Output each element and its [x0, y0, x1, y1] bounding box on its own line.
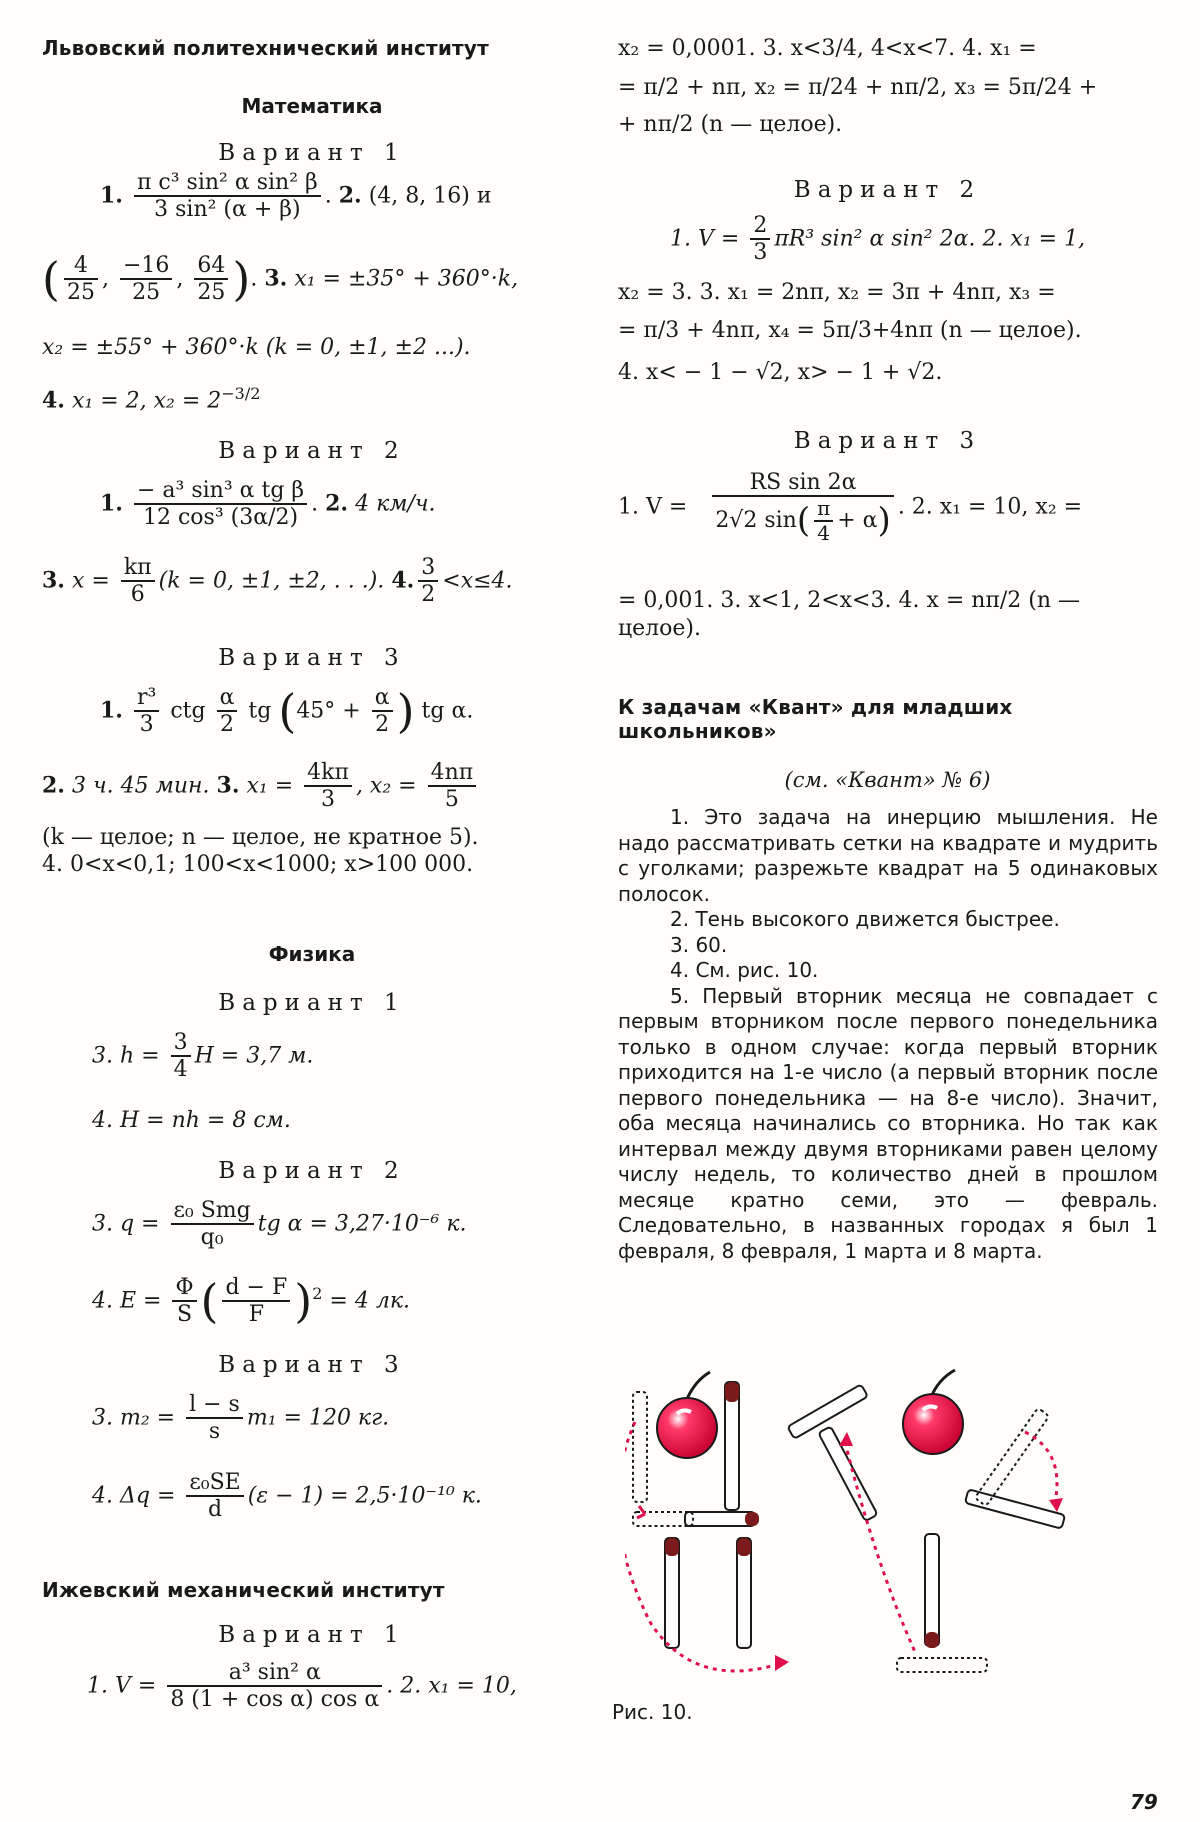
answer-line: = π/3 + 4nπ, x₄ = 5π/3+4nπ (n — целое). [618, 318, 1082, 343]
fraction-numerator: kπ [121, 555, 155, 582]
answer-line [92, 1392, 389, 1445]
answer-line: 1. $\frac{\text{π c³ sin² α sin² β}}{\text{3 sin² (α + β)}}$ . 2. (4, 8, 16) и [100, 170, 492, 223]
answer-line: целое). [618, 616, 701, 641]
page-number: 79 [1130, 1790, 1158, 1814]
answer-text: <x≤4. [442, 568, 513, 594]
variant-label: Вариант 3 [793, 428, 982, 454]
fraction-numerator: 64 [194, 253, 228, 280]
fraction-denominator: 2√2 sin( $\frac{\pi}{4}$ + α) [715, 496, 891, 546]
reference: (см. «Квант» № 6) [784, 768, 991, 792]
answer-paragraph: 4. См. рис. 10. [670, 958, 819, 982]
fraction-denominator: q₀ [200, 1225, 224, 1251]
fraction-numerator: α [217, 685, 238, 712]
fraction-denominator: S [176, 1302, 193, 1328]
fraction-denominator: 8 (1 + cos α) cos α [170, 1687, 380, 1713]
answer-line: 4. x< − 1 − √2, x> − 1 + √2. [618, 360, 943, 385]
fraction-numerator: 3 [418, 555, 438, 582]
answer-text: 4. H = nh = 8 см. [92, 1108, 291, 1133]
variant-label: Вариант 1 [218, 1622, 406, 1648]
answer-text: H = 3,7 м. [194, 1043, 314, 1069]
answer-text: (4, 8, 16) и [368, 183, 492, 209]
answer-paragraph: 3. 60. [670, 932, 728, 957]
matches-figure [625, 1362, 1145, 1682]
fraction-numerator: r³ [134, 685, 159, 712]
fraction-denominator: 4 [817, 521, 831, 546]
match-head-icon [725, 1382, 739, 1402]
answer-text: 3. h = [92, 1043, 160, 1069]
figure-caption: Рис. 10. [612, 1700, 693, 1724]
answer-line: x₂ = 3. 3. x₁ = 2nπ, x₂ = 3π + 4nπ, x₃ = [618, 280, 1056, 305]
variant-label: Вариант 1 [218, 990, 406, 1016]
match-icon [925, 1534, 939, 1646]
cherry-right-icon [903, 1370, 963, 1454]
answer-line: = π/2 + nπ, x₂ = π/24 + nπ/2, x₃ = 5π/24 + [618, 75, 1098, 100]
fraction-numerator: − a³ sin³ α tg β [134, 478, 307, 505]
match-ghost-icon [897, 1658, 987, 1672]
answer-paragraph: 5. Первый вторник месяца не совпадает с первым вторником после первого понедельника только в одном случае: когда первый вторник приходится на 1-е число (а первый вторник после первого понедельника — на 8-е число). Значит, оба месяца начинались со вторника. Но так как интервал между двумя вторниками равен целому числу недель, то количество дней в прошлом месяце кратно семи, это — февраль. Следовательно, в названных городах я был 1 февраля, 8 февраля, 1 марта и 8 марта. [618, 983, 1158, 1263]
answer-text: . 2. x₁ = 10, [386, 1673, 517, 1699]
answer-text: 4. Δq = [92, 1483, 176, 1509]
match-head-icon [737, 1538, 751, 1556]
answer-text: tg α. [421, 698, 474, 724]
answer-text: 4. 0<x<0,1; 100<x<1000; x>100 000. [42, 852, 474, 877]
fraction-denominator: 3 [139, 712, 154, 738]
variant-label: Вариант 2 [218, 438, 406, 464]
fraction-numerator: l − s [186, 1392, 243, 1419]
match-ghost-icon [633, 1392, 647, 1502]
answer-line [42, 825, 479, 850]
fraction-denominator: 12 cos³ (3α/2) [143, 505, 299, 531]
fraction-numerator: α [372, 685, 393, 712]
answer-line: 4. E = $\frac{\Phi}{S}$ ( $\frac{d - F}{F}$ )$^2$ = 4 лк. [92, 1274, 410, 1328]
variant-label: Вариант 2 [793, 177, 982, 203]
answer-text: x₁ = [246, 773, 294, 799]
exponent: −3/2 [221, 384, 261, 403]
fraction-numerator: RS sin 2α [712, 470, 894, 497]
fraction-numerator: −16 [120, 253, 172, 280]
fraction-denominator: F [248, 1302, 264, 1328]
answer-line: ( $\frac{4}{25}$ , $\frac{-16}{25}$ , $\frac{64}{25}$ ). 3. x₁ = ±35° + 360°·k, [42, 252, 519, 306]
answer-text: x₂ = ±55° + 360°·k (k = 0, ±1, ±2 ...). [42, 335, 471, 360]
fraction-denominator: d [208, 1497, 223, 1523]
answer-line: + nπ/2 (n — целое). [618, 112, 843, 137]
answer-line [92, 1198, 466, 1251]
cherry-left-icon [657, 1372, 717, 1458]
match-head-icon [745, 1512, 759, 1526]
variant-label: Вариант 3 [218, 645, 406, 671]
fraction-denominator: 25 [197, 280, 226, 306]
fraction-denominator: s [208, 1419, 221, 1445]
answer-text: (ε − 1) = 2,5·10⁻¹⁰ к. [247, 1483, 482, 1509]
answer-text: . 2. x₁ = 10, x₂ = [897, 494, 1083, 520]
fraction-denominator: 3 [321, 787, 336, 813]
kvant-answers [618, 805, 1158, 1264]
answer-text: πR³ sin² α sin² 2α. 2. x₁ = 1, [774, 226, 1086, 252]
answer-line: 1. $\frac{\text{− a³ sin³ α tg β}}{\text{12 cos³ (3α/2)}}$ . 2. 4 км/ч. [100, 478, 436, 531]
answer-text: 2√2 sin [715, 508, 797, 534]
answer-text: 3 ч. 45 мин. [71, 773, 210, 799]
fraction-numerator: d − F [222, 1275, 290, 1302]
answer-text: 1. V = [618, 494, 688, 520]
answer-line: 2. 3 ч. 45 мин. 3. x₁ = $\frac{4k\pi}{3}$ , x₂ = $\frac{4n\pi}{5}$ [42, 760, 480, 813]
answer-text: 1. V = [670, 226, 740, 252]
subject-title: Математика [241, 94, 383, 118]
fraction-denominator: 6 [130, 582, 145, 608]
answer-line: 4. x₁ = 2, $x_2 = 2^{-3/2}$ [42, 384, 261, 414]
fraction-denominator: 5 [444, 787, 459, 813]
arrowhead-icon [1049, 1498, 1063, 1512]
answer-text: tg [248, 698, 272, 724]
answer-paragraph: 2. Тень высокого движется быстрее. [670, 907, 1060, 931]
variant-label: Вариант 3 [218, 1352, 406, 1378]
institute-title: Ижевский механический институт [42, 1578, 445, 1602]
arrowhead-icon [839, 1432, 853, 1446]
answer-line [92, 1470, 482, 1523]
answer-text: x = [71, 568, 110, 594]
fraction-denominator: 4 [173, 1057, 188, 1083]
fraction-denominator: 2 [421, 582, 436, 608]
answer-line [92, 1030, 313, 1083]
answer-text: 4. E = [92, 1288, 162, 1314]
answer-text: 1. V = [87, 1673, 157, 1699]
answer-paragraph: 1. Это задача на инерцию мышления. Не надо рассматривать сетки на квадрате и мудрить с уголками; разрежьте квадрат на 5 одинаковых полосок. [618, 805, 1158, 906]
answer-line [42, 852, 473, 877]
match-ghost-icon [975, 1408, 1050, 1506]
fraction-numerator: Φ [172, 1275, 196, 1302]
fraction-numerator: 3 [171, 1030, 191, 1057]
answer-text: tg α = 3,27·10⁻⁶ к. [257, 1211, 467, 1237]
answer-line [618, 470, 1082, 545]
answer-text: 4 км/ч. [355, 491, 436, 517]
fraction-denominator: 25 [132, 280, 161, 306]
fraction-numerator: ε₀ Smg [171, 1198, 254, 1225]
answer-text: 3. q = [92, 1211, 160, 1237]
institute-title: Львовский политехнический институт [42, 36, 489, 60]
fraction-numerator: π c³ sin² α sin² β [134, 170, 321, 197]
fraction-denominator: 3 [753, 240, 768, 266]
arrow-icon [625, 1422, 785, 1671]
answer-text: x₁ = 2, x₂ = 2 [71, 388, 222, 414]
variant-label: Вариант 1 [218, 140, 406, 166]
fraction-numerator: 4 [64, 253, 98, 280]
answer-text: m₁ = 120 кг. [246, 1405, 390, 1431]
answer-text: (k = 0, ±1, ±2, . . .). [158, 568, 385, 594]
fraction-denominator: 25 [66, 280, 95, 306]
section-title: К задачам «Квант» для младших школьников» [618, 695, 1013, 743]
answer-line [670, 213, 1085, 266]
answer-text: , x₂ = [355, 773, 417, 799]
fraction-numerator: 4nπ [428, 760, 477, 787]
answer-text: + α [837, 508, 878, 534]
match-head-icon [925, 1632, 939, 1648]
answer-line [92, 1108, 291, 1133]
answer-line: 3. x = $\frac{k\pi}{6}$ (k = 0, ±1, ±2, . . .). 4. $\frac{3}{2}$ <x≤4. [42, 555, 513, 608]
fraction-denominator: 2 [375, 712, 390, 738]
fraction-numerator: ε₀SE [186, 1470, 243, 1497]
fraction-numerator: π [814, 497, 833, 522]
variant-label: Вариант 2 [218, 1158, 406, 1184]
answer-text: 3. m₂ = [92, 1405, 176, 1431]
match-head-icon [665, 1538, 679, 1556]
arrowhead-icon [775, 1655, 789, 1671]
fraction-numerator: a³ sin² α [167, 1660, 382, 1687]
answer-line: x₂ = 0,0001. 3. x<3/4, 4<x<7. 4. x₁ = [618, 36, 1037, 61]
fraction-numerator: 2 [750, 213, 770, 240]
answer-text: ctg [170, 698, 206, 724]
arrow-icon [1025, 1432, 1057, 1502]
answer-text: x₁ = ±35° + 360°·k, [294, 266, 519, 292]
answer-line: = 0,001. 3. x<1, 2<x<3. 4. x = nπ/2 (n — [618, 588, 1081, 613]
subject-title: Физика [268, 942, 356, 966]
answer-line [42, 335, 471, 360]
match-icon [965, 1489, 1065, 1528]
fraction-denominator: 3 sin² (α + β) [154, 197, 301, 223]
answer-text: 45° + [296, 698, 361, 724]
answer-text: = 4 лк. [329, 1288, 410, 1314]
answer-line [87, 1660, 517, 1713]
fraction-denominator: 2 [219, 712, 234, 738]
fraction-numerator: 4kπ [304, 760, 352, 787]
match-icon [685, 1512, 755, 1526]
answer-line: 1. $\frac{\text{r³}}{3}$ ctg $\frac{\alpha}{2}$ tg (45° + $\frac{\alpha}{2}$ ) tg α. [100, 684, 474, 738]
answer-text: (k — целое; n — целое, не кратное 5). [42, 825, 479, 850]
